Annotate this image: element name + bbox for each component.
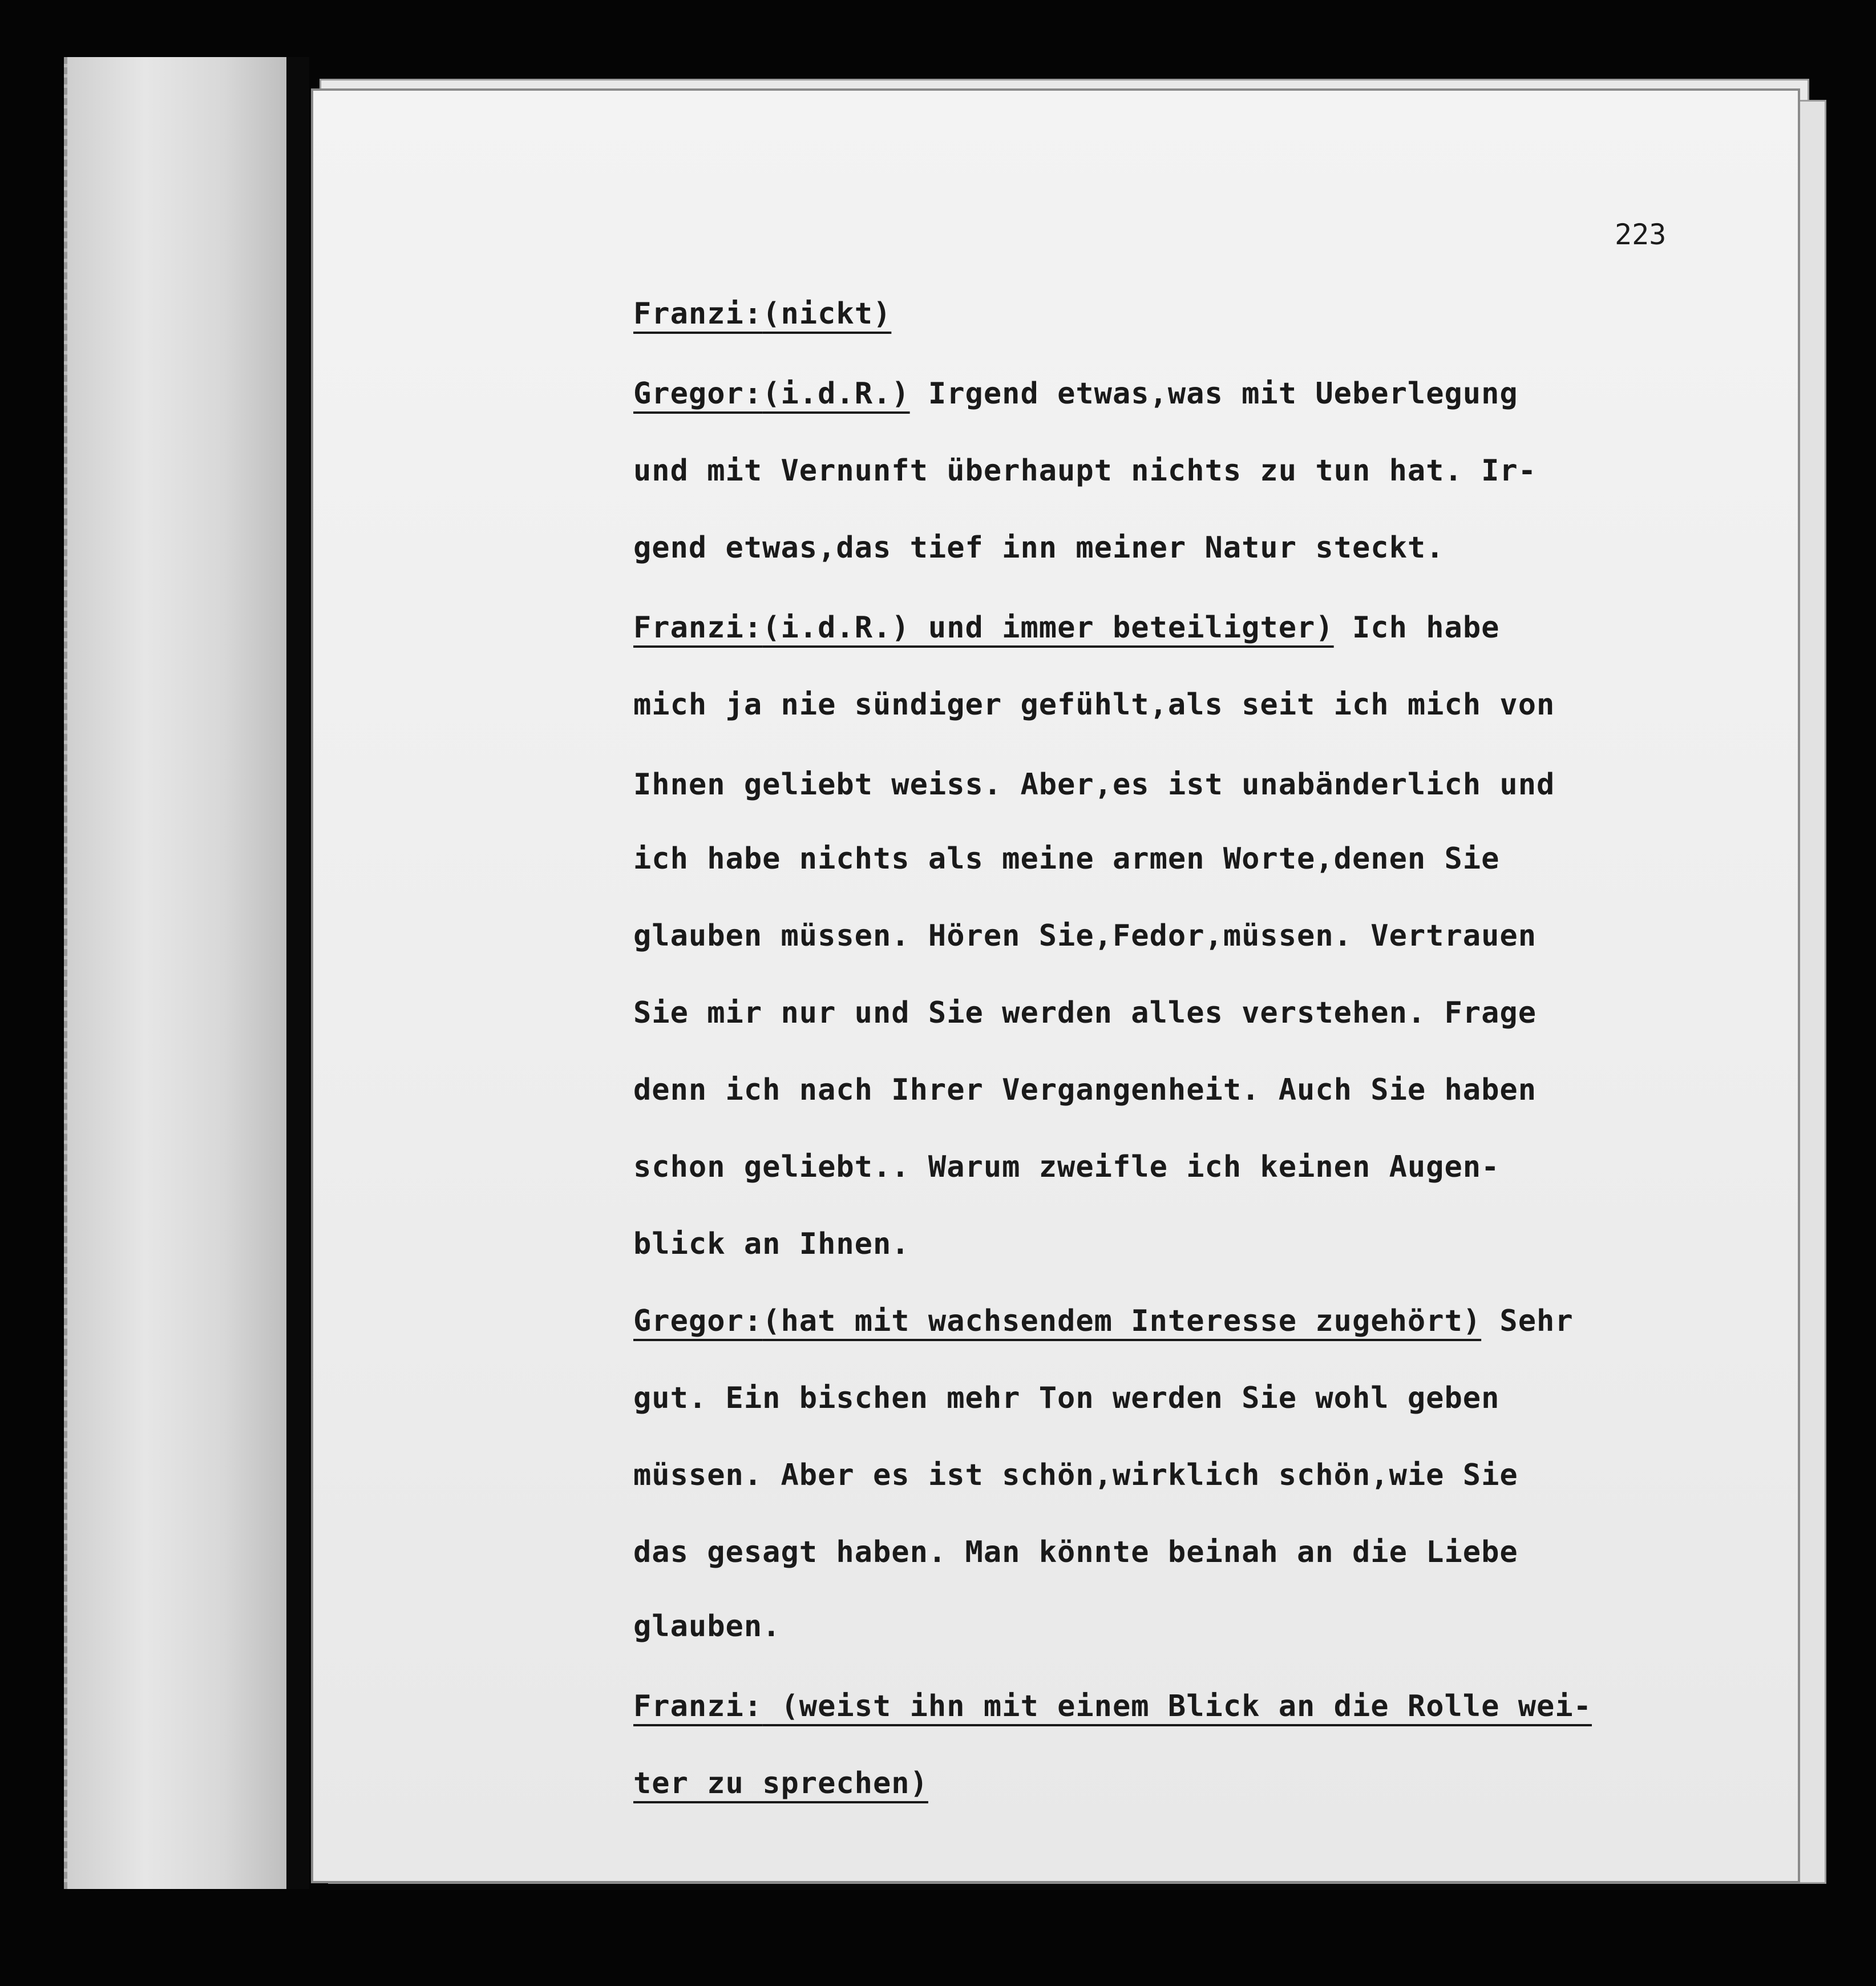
dialogue-text: glauben. [633,1609,781,1644]
speaker-name: Gregor: [633,1304,763,1338]
text-line [633,996,1537,1030]
text-line [633,1073,1537,1107]
dialogue-text: das gesagt haben. Man könnte beinah an die Liebe [633,1535,1518,1569]
speaker-name: Franzi: [633,611,763,645]
dialogue-text: glauben müssen. Hören Sie,Fedor,müssen. Vertrauen [633,919,1537,953]
text-line [633,919,1537,953]
text-line [633,688,1555,722]
speaker-name: Franzi: [633,1689,763,1723]
dialogue-text: gut. Ein bischen mehr Ton werden Sie wohl geben [633,1381,1500,1415]
text-line [633,1150,1499,1184]
speaker-name: Franzi: [633,297,763,331]
text-line [633,1535,1518,1569]
text-line [633,1689,1592,1723]
text-line [633,1766,928,1801]
text-line [633,1304,1574,1338]
dialogue-text: denn ich nach Ihrer Vergangenheit. Auch Sie haben [633,1073,1537,1107]
stage-direction: ter zu sprechen) [633,1766,928,1801]
dialogue-text: mich ja nie sündiger gefühlt,als seit ich mich von [633,688,1555,722]
dialogue-text: ich habe nichts als meine armen Worte,denen Sie [633,842,1500,876]
text-line [633,454,1537,488]
dialogue-text: blick an Ihnen. [633,1227,910,1261]
text-line [633,531,1445,565]
dialogue-text: Sehr [1481,1304,1574,1338]
page-number: 223 [1615,218,1667,251]
stage-direction: (weist ihn mit einem Blick an die Rolle wei- [762,1689,1592,1723]
text-line [633,768,1555,802]
text-line [633,1227,910,1261]
stage-direction: (nickt) [762,297,892,331]
dialogue-text: gend etwas,das tief inn meiner Natur steckt. [633,531,1445,565]
dialogue-text: und mit Vernunft überhaupt nichts zu tun hat. Ir- [633,454,1537,488]
text-line [633,1609,781,1644]
binding-gap [286,57,309,1889]
binding-strip [64,57,290,1889]
text-line [633,611,1499,645]
stage-direction: (i.d.R.) und immer beteiligter) [762,611,1334,645]
text-line [633,1381,1499,1415]
dialogue-text: Sie mir nur und Sie werden alles verstehen. Frage [633,996,1537,1030]
stage-direction: (hat mit wachsendem Interesse zugehört) [762,1304,1482,1338]
dialogue-text: müssen. Aber es ist schön,wirklich schön,wie Sie [633,1458,1518,1492]
dialogue-text: Irgend etwas,was mit Ueberlegung [909,377,1518,411]
stage-direction: (i.d.R.) [762,377,910,411]
dialogue-text: schon geliebt.. Warum zweifle ich keinen Augen- [633,1150,1500,1184]
speaker-name: Gregor: [633,377,763,411]
text-line [633,842,1499,876]
typed-page [311,88,1800,1883]
dialogue-text: Ich habe [1333,611,1500,645]
text-line [633,1458,1518,1492]
text-line [633,377,1518,411]
text-line [633,297,891,331]
dialogue-text: Ihnen geliebt weiss. Aber,es ist unabänderlich und [633,768,1555,802]
